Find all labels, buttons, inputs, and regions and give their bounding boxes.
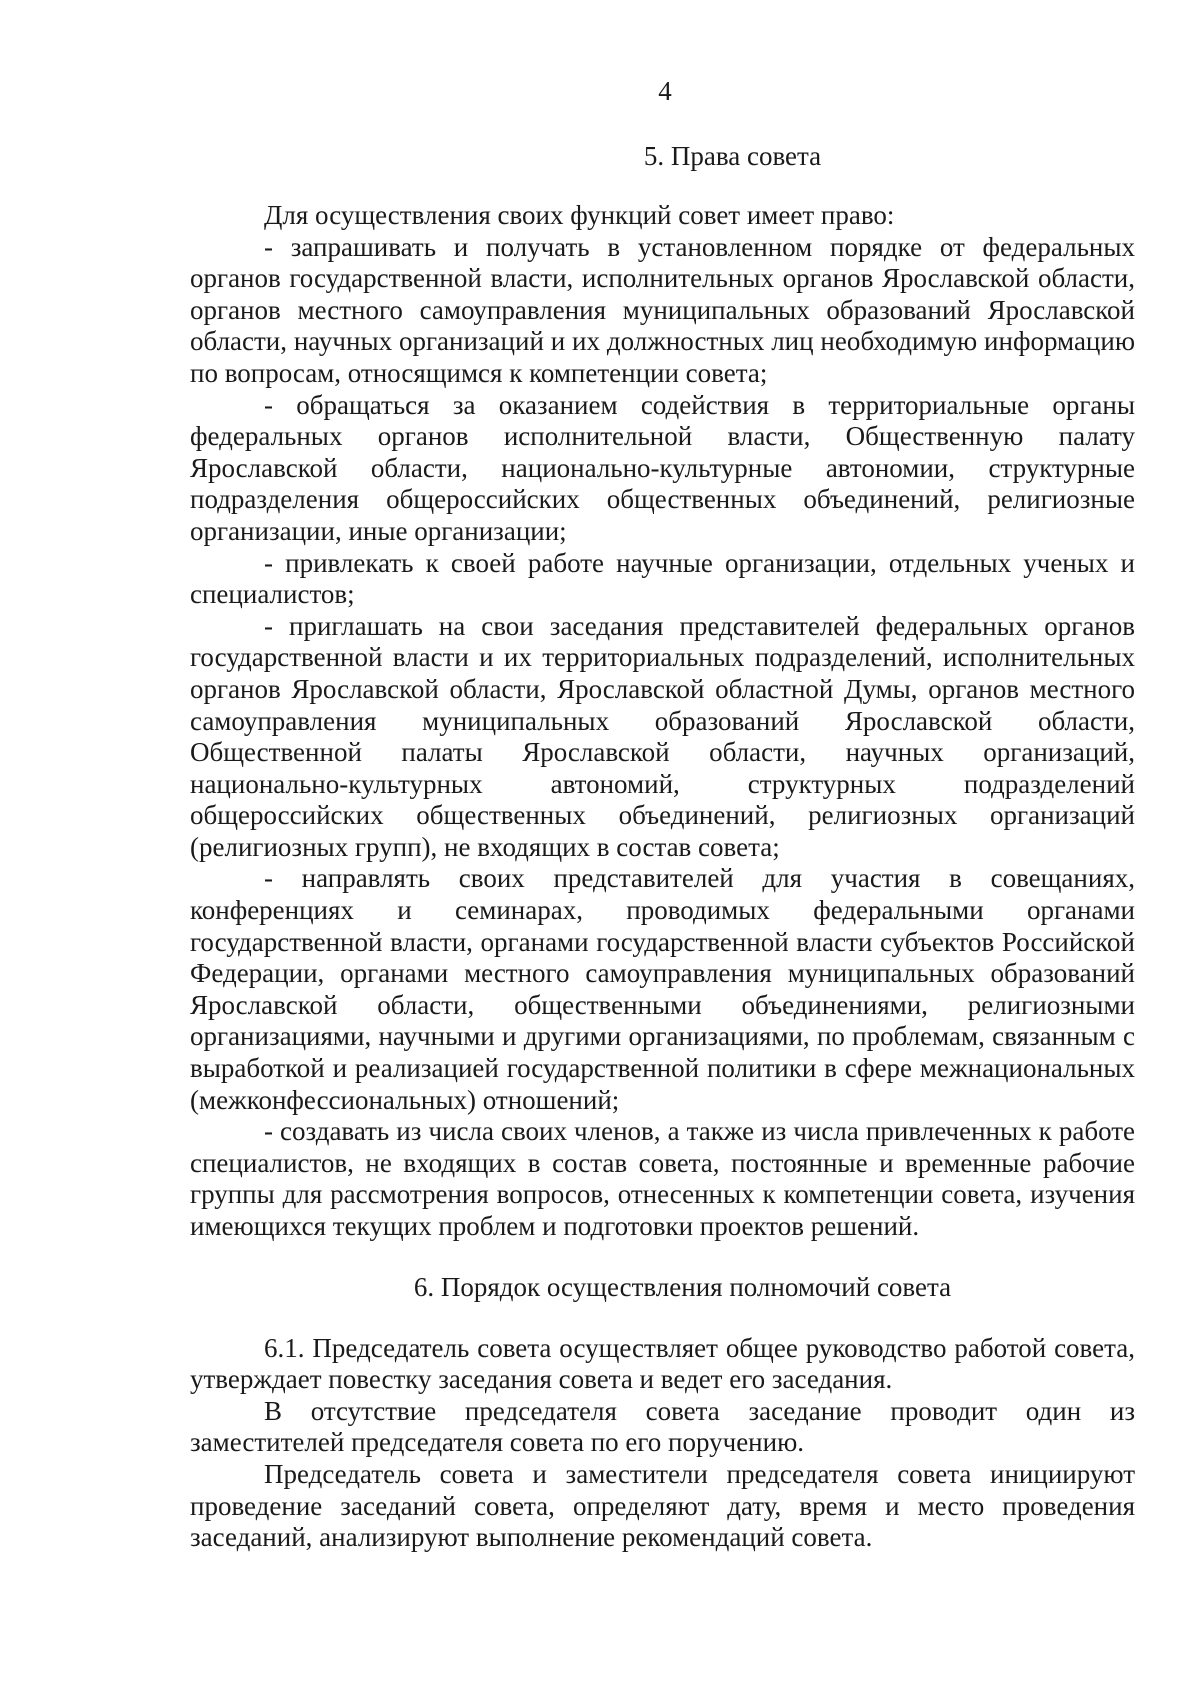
document-body — [190, 140, 1135, 1554]
page-number: 4 — [658, 76, 672, 106]
section-6-paragraph: В отсутствие председателя совета заседание проводит один из заместителей председателя совета по его поручению. — [190, 1395, 1135, 1458]
section-5-item: - создавать из числа своих членов, а также из числа привлеченных к работе специалистов, не входящих в состав совета, постоянные и временные рабочие группы для рассмотрения вопросов, отнесенных к компетенции совета, изучения имеющихся текущих проблем и подготовки проектов решений. — [190, 1116, 1135, 1241]
section-5-title: 5. Права совета — [643, 141, 822, 171]
section-5-item: - привлекать к своей работе научные организации, отдельных ученых и специалистов; — [190, 547, 1135, 610]
section-5-item: - приглашать на свои заседания представителей федеральных органов государственной власти и их территориальных подразделений, исполнительных органов Ярославской области, Ярославской областной Думы, органов местного самоуправления муниципальных образований Ярославской области, Общественной палаты Ярославской области, научных организаций, национально-культурных автономий, структурных подразделений общероссийских общественных объединений, религиозных организаций (религиозных групп), не входящих в состав совета; — [190, 610, 1135, 862]
section-6-title: 6. Порядок осуществления полномочий совета — [413, 1271, 952, 1302]
section-6-paragraph: 6.1. Председатель совета осуществляет общее руководство работой совета, утверждает повестку заседания совета и ведет его заседания. — [190, 1332, 1135, 1395]
section-5-intro: Для осуществления своих функций совет имеет право: — [264, 200, 895, 230]
section-5-item: - запрашивать и получать в установленном порядке от федеральных органов государственной власти, исполнительных органов Ярославской области, органов местного самоуправления муниципальных образований Ярославской области, научных организаций и их должностных лиц необходимую информацию по вопросам, относящимся к компетенции совета; — [190, 231, 1135, 388]
section-5-item: - направлять своих представителей для участия в совещаниях, конференциях и семинарах, проводимых федеральными органами государственной власти, органами государственной власти субъектов Российской Федерации, органами местного самоуправления муниципальных образований Ярославской области, общественными объединениями, религиозными организациями, научными и другими организациями, по проблемам, связанным с выработкой и реализацией государственной политики в сфере межнациональных (межконфессиональных) отношений; — [190, 863, 1135, 1115]
section-5-item: - обращаться за оказанием содействия в территориальные органы федеральных органов исполнительной власти, Общественную палату Ярославской области, национально-культурные автономии, структурные подразделения общероссийских общественных объединений, религиозные организации, иные организации; — [190, 389, 1135, 546]
section-6-paragraph: Председатель совета и заместители председателя совета инициируют проведение заседаний совета, определяют дату, время и место проведения заседаний, анализируют выполнение рекомендаций совета. — [190, 1458, 1135, 1553]
